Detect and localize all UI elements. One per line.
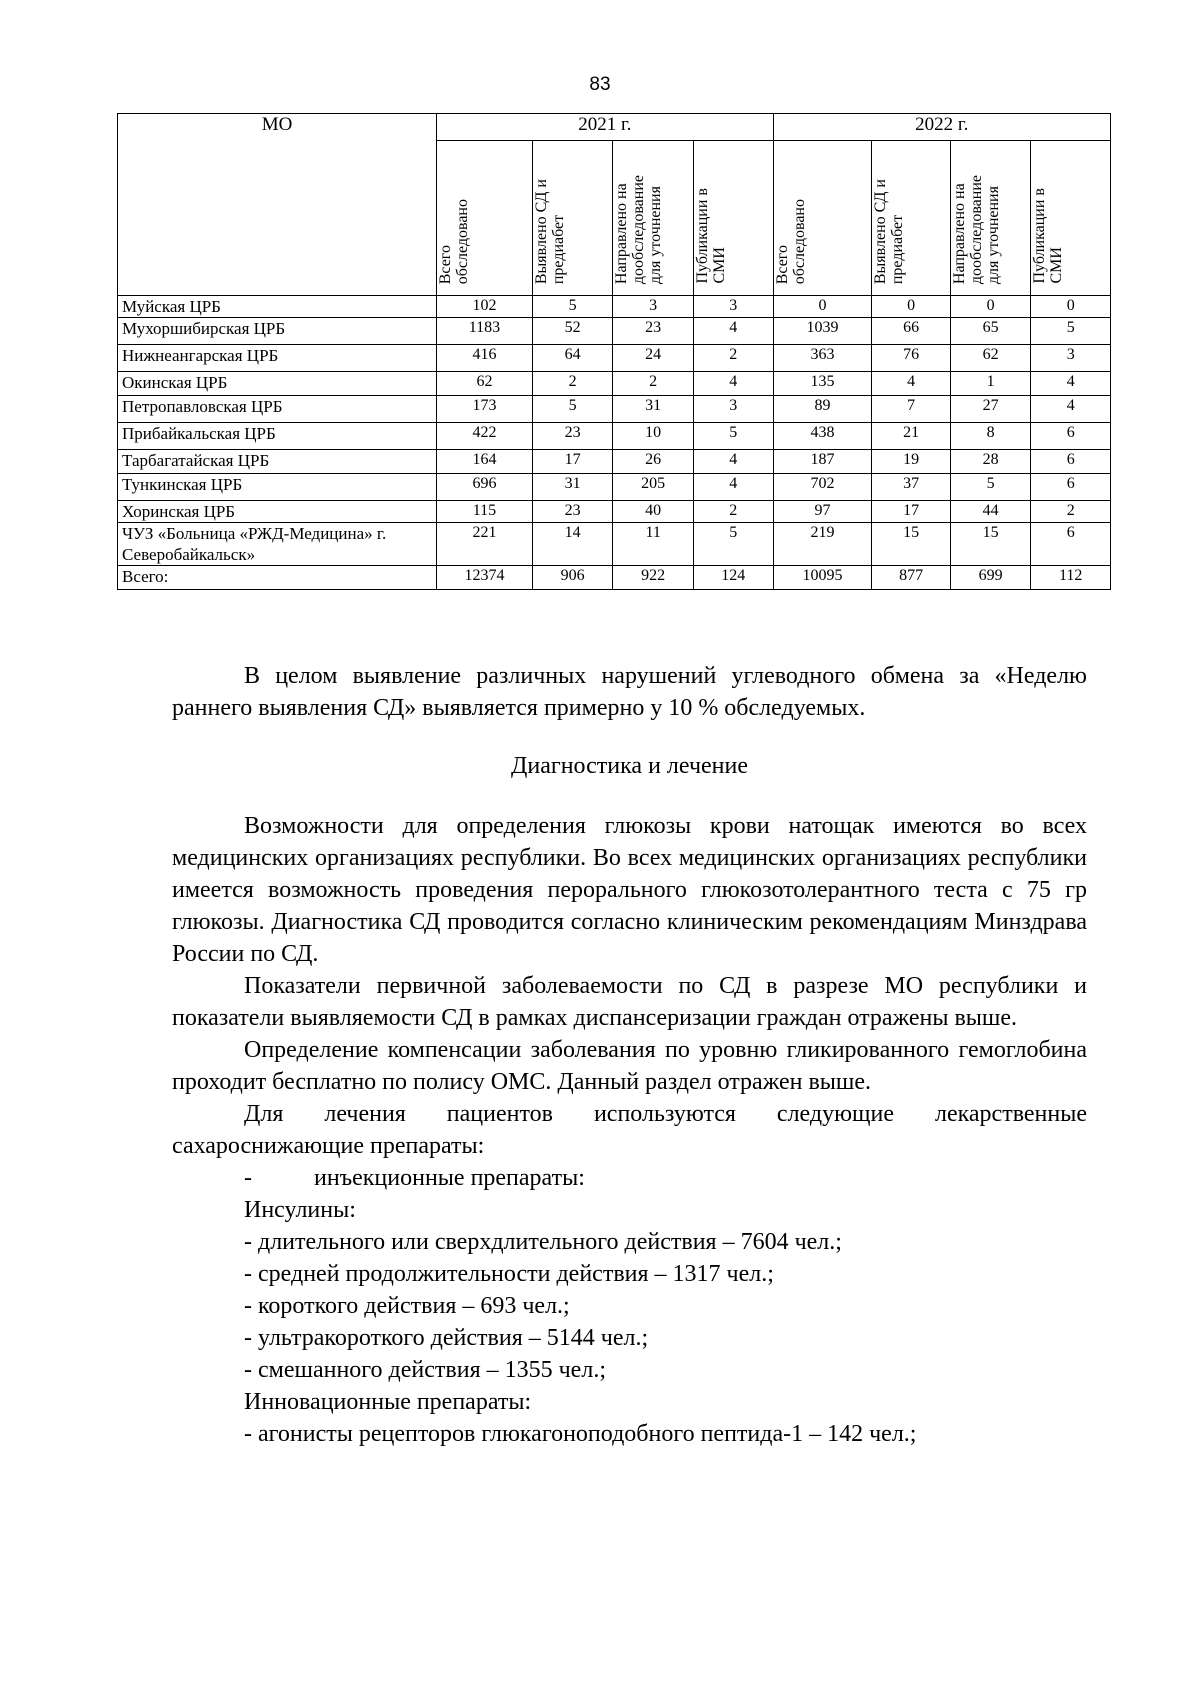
value-cell: 115 — [437, 501, 533, 523]
value-cell: 65 — [950, 318, 1031, 345]
mo-name-cell: Прибайкальская ЦРБ — [118, 423, 437, 450]
value-cell: 26 — [613, 450, 694, 474]
subheader-cell — [437, 141, 533, 296]
mo-name-cell: ЧУЗ «Больница «РЖД-Медицина» г. Северобайкальск» — [118, 523, 437, 566]
value-cell: 422 — [437, 423, 533, 450]
value-cell: 10095 — [773, 566, 872, 590]
value-cell: 922 — [613, 566, 694, 590]
value-cell: 5 — [950, 474, 1031, 501]
mo-name-cell: Окинская ЦРБ — [118, 372, 437, 396]
mo-name-cell: Петропавловская ЦРБ — [118, 396, 437, 423]
table-row — [118, 318, 1111, 345]
insulin-item: - короткого действия – 693 чел.; — [244, 1293, 570, 1319]
mo-name-cell: Тункинская ЦРБ — [118, 474, 437, 501]
value-cell: 5 — [693, 523, 773, 566]
value-cell: 23 — [532, 423, 613, 450]
value-cell: 10 — [613, 423, 694, 450]
table-row — [118, 501, 1111, 523]
subheader-line: для уточнения — [984, 185, 1002, 284]
glp1-item: - агонисты рецепторов глюкагоноподобного пептида-1 – 142 чел.; — [244, 1421, 917, 1447]
value-cell: 7 — [872, 396, 950, 423]
subheader-cell — [613, 141, 694, 296]
value-cell: 4 — [693, 318, 773, 345]
value-cell: 2 — [693, 345, 773, 372]
body-text — [172, 660, 1087, 1450]
table-row — [118, 396, 1111, 423]
value-cell: 2 — [613, 372, 694, 396]
value-cell: 124 — [693, 566, 773, 590]
subheader-cell — [872, 141, 950, 296]
value-cell: 1039 — [773, 318, 872, 345]
value-cell: 31 — [532, 474, 613, 501]
header-year-2022: 2022 г. — [773, 114, 1110, 141]
subheader-label — [533, 173, 579, 290]
value-cell: 219 — [773, 523, 872, 566]
paragraph-detection: В целом выявление различных нарушений углеводного обмена за «Неделю раннего выявления СД» выявляется примерно у 10 % обследуемых. — [172, 663, 1087, 721]
insulin-item: - смешанного действия – 1355 чел.; — [244, 1357, 606, 1383]
value-cell: 6 — [1031, 423, 1111, 450]
value-cell: 0 — [872, 296, 950, 318]
mo-name-cell: Всего: — [118, 566, 437, 590]
value-cell: 0 — [1031, 296, 1111, 318]
injectable-label: инъекционные препараты: — [314, 1165, 585, 1191]
subheader-label — [694, 182, 740, 290]
value-cell: 4 — [693, 450, 773, 474]
value-cell: 4 — [693, 372, 773, 396]
value-cell: 11 — [613, 523, 694, 566]
paragraph-indicators: Показатели первичной заболеваемости по СД в разрезе МО республики и показатели выявляемости СД в рамках диспансеризации граждан отражены выше. — [172, 973, 1087, 1031]
mo-name-cell: Хоринская ЦРБ — [118, 501, 437, 523]
page-number: 83 — [589, 74, 611, 95]
value-cell: 164 — [437, 450, 533, 474]
paragraph-treatment: Для лечения пациентов используются следующие лекарственные сахароснижающие препараты: — [172, 1101, 1087, 1159]
total-row — [118, 566, 1111, 590]
subheader-line: СМИ — [1048, 247, 1066, 284]
value-cell: 438 — [773, 423, 872, 450]
value-cell: 89 — [773, 396, 872, 423]
value-cell: 173 — [437, 396, 533, 423]
subheader-line: Всего — [773, 244, 791, 284]
value-cell: 6 — [1031, 450, 1111, 474]
table-row — [118, 474, 1111, 501]
value-cell: 877 — [872, 566, 950, 590]
value-cell: 28 — [950, 450, 1031, 474]
subheader-cell — [773, 141, 872, 296]
value-cell: 76 — [872, 345, 950, 372]
screening-table — [117, 113, 1111, 590]
value-cell: 17 — [872, 501, 950, 523]
subheader-label — [1031, 182, 1077, 290]
value-cell: 4 — [872, 372, 950, 396]
value-cell: 2 — [532, 372, 613, 396]
value-cell: 12374 — [437, 566, 533, 590]
value-cell: 15 — [872, 523, 950, 566]
value-cell: 6 — [1031, 523, 1111, 566]
subheader-line: предиабет — [549, 214, 567, 284]
value-cell: 44 — [950, 501, 1031, 523]
insulin-item: - ультракороткого действия – 5144 чел.; — [244, 1325, 649, 1351]
value-cell: 8 — [950, 423, 1031, 450]
innovative-label: Инновационные препараты: — [244, 1389, 532, 1415]
value-cell: 97 — [773, 501, 872, 523]
value-cell: 23 — [613, 318, 694, 345]
injectable-item — [172, 1162, 1087, 1194]
value-cell: 696 — [437, 474, 533, 501]
value-cell: 3 — [693, 296, 773, 318]
subheader-line: дообследование — [630, 174, 648, 284]
value-cell: 23 — [532, 501, 613, 523]
mo-name-cell: Тарбагатайская ЦРБ — [118, 450, 437, 474]
value-cell: 37 — [872, 474, 950, 501]
insulin-item: - средней продолжительности действия – 1317 чел.; — [244, 1261, 774, 1287]
value-cell: 52 — [532, 318, 613, 345]
value-cell: 14 — [532, 523, 613, 566]
value-cell: 15 — [950, 523, 1031, 566]
value-cell: 702 — [773, 474, 872, 501]
table-row — [118, 296, 1111, 318]
subheader-label — [872, 173, 918, 290]
value-cell: 205 — [613, 474, 694, 501]
subheader-line: Направлено на — [613, 183, 631, 284]
subheader-label — [774, 193, 820, 290]
value-cell: 363 — [773, 345, 872, 372]
subheader-line: Публикации в — [693, 188, 711, 284]
subheader-line: обследовано — [454, 198, 472, 284]
value-cell: 0 — [773, 296, 872, 318]
paragraph-diagnostics: Возможности для определения глюкозы крови натощак имеются во всех медицинских организациях республики. Во всех медицинских организациях республики имеется возможность проведения перорального глюкозотолерантного теста с 75 гр глюкозы. Диагностика СД проводится согласно клиническим рекомендациям Минздрава России по СД. — [172, 813, 1087, 967]
header-mo: МО — [118, 114, 437, 296]
value-cell: 699 — [950, 566, 1031, 590]
insulin-item: - длительного или сверхдлительного действия – 7604 чел.; — [244, 1229, 842, 1255]
value-cell: 3 — [693, 396, 773, 423]
value-cell: 416 — [437, 345, 533, 372]
value-cell: 5 — [693, 423, 773, 450]
subheader-line: Выявлено СД и — [532, 178, 550, 284]
value-cell: 2 — [693, 501, 773, 523]
subheader-cell — [950, 141, 1031, 296]
value-cell: 906 — [532, 566, 613, 590]
subheader-cell — [532, 141, 613, 296]
value-cell: 62 — [950, 345, 1031, 372]
dash-marker: - — [244, 1165, 252, 1191]
subheader-line: Выявлено СД и — [872, 178, 890, 284]
value-cell: 6 — [1031, 474, 1111, 501]
value-cell: 66 — [872, 318, 950, 345]
value-cell: 135 — [773, 372, 872, 396]
subheader-line: Публикации в — [1031, 188, 1049, 284]
value-cell: 4 — [1031, 396, 1111, 423]
value-cell: 4 — [1031, 372, 1111, 396]
value-cell: 221 — [437, 523, 533, 566]
value-cell: 2 — [1031, 501, 1111, 523]
mo-name-cell: Нижнеангарская ЦРБ — [118, 345, 437, 372]
insulins-label: Инсулины: — [244, 1197, 356, 1223]
value-cell: 187 — [773, 450, 872, 474]
value-cell: 31 — [613, 396, 694, 423]
value-cell: 5 — [1031, 318, 1111, 345]
subheader-line: Всего — [437, 244, 455, 284]
value-cell: 112 — [1031, 566, 1111, 590]
section-heading: Диагностика и лечение — [510, 753, 749, 779]
table-row — [118, 523, 1111, 566]
subheader-label — [437, 193, 483, 290]
subheader-line: для уточнения — [647, 185, 665, 284]
value-cell: 27 — [950, 396, 1031, 423]
table-row — [118, 372, 1111, 396]
value-cell: 5 — [532, 296, 613, 318]
value-cell: 102 — [437, 296, 533, 318]
mo-name-cell: Мухоршибирская ЦРБ — [118, 318, 437, 345]
subheader-line: Направлено на — [950, 183, 968, 284]
value-cell: 40 — [613, 501, 694, 523]
subheader-label — [613, 169, 676, 290]
value-cell: 19 — [872, 450, 950, 474]
subheader-line: дообследование — [967, 174, 985, 284]
subheader-cell — [693, 141, 773, 296]
paragraph-compensation: Определение компенсации заболевания по уровню гликированного гемоглобина проходит бесплатно по полису ОМС. Данный раздел отражен выше. — [172, 1037, 1087, 1095]
subheader-line: обследовано — [790, 198, 808, 284]
subheader-cell — [1031, 141, 1111, 296]
value-cell: 24 — [613, 345, 694, 372]
table-row — [118, 345, 1111, 372]
value-cell: 5 — [532, 396, 613, 423]
value-cell: 64 — [532, 345, 613, 372]
value-cell: 62 — [437, 372, 533, 396]
table-row — [118, 423, 1111, 450]
value-cell: 1 — [950, 372, 1031, 396]
subheader-line: предиабет — [889, 214, 907, 284]
value-cell: 0 — [950, 296, 1031, 318]
mo-name-cell: Муйская ЦРБ — [118, 296, 437, 318]
table-row — [118, 450, 1111, 474]
value-cell: 21 — [872, 423, 950, 450]
subheader-label — [951, 169, 1014, 290]
value-cell: 1183 — [437, 318, 533, 345]
value-cell: 4 — [693, 474, 773, 501]
value-cell: 3 — [1031, 345, 1111, 372]
value-cell: 3 — [613, 296, 694, 318]
header-year-2021: 2021 г. — [437, 114, 773, 141]
subheader-line: СМИ — [710, 247, 728, 284]
value-cell: 17 — [532, 450, 613, 474]
